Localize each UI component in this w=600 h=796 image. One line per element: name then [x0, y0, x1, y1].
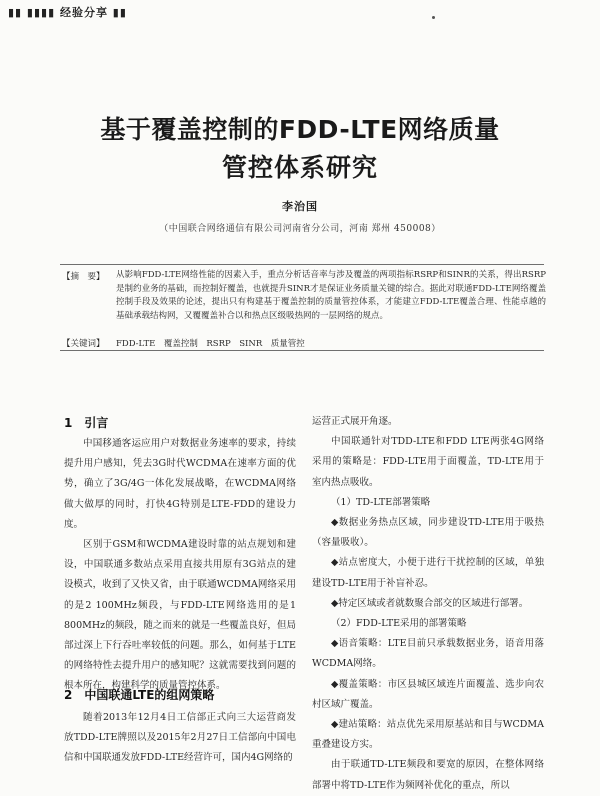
list-item: ◆语音策略：LTE目前只承载数据业务，语音用落WCDMA网络。 [312, 638, 544, 670]
paper-title-line1: 基于覆盖控制的FDD-LTE网络质量 [100, 115, 500, 144]
author-affiliation: （中国联合网络通信有限公司河南省分公司，河南 郑州 450008） [159, 224, 441, 234]
list-item: ◆数据业务热点区域，同步建设TD-LTE用于吸热（容量吸收）。 [312, 517, 544, 549]
paragraph: 中国移通客运应用户对数据业务速率的要求，持续提升用户感知，凭去3G时代WCDMA在速率方面的优势，确立了3G/4G一体化发展战略，在WCDMA网络做大做厚的同时，打快4G特别是LTE-FDD的建设力度。 [64, 438, 296, 530]
left-column-section2 [64, 708, 296, 769]
paragraph: 运营正式展开角逐。 [312, 416, 398, 427]
abstract-bottom-rule [60, 350, 544, 351]
section-tag: ▮▮ ▮▮▮▮ 经验分享 ▮▮ [8, 6, 127, 19]
paragraph: 区别于GSM和WCDMA建设时靠的站点规划和建设，中国联通多数站点采用直接共用原有3G站点的建设模式，收到了又快又省，由于联通WCDMA网络采用的是2 100MHz频段，与FDD-LTE网络选用的是1 800MHz的频段，随之而来的就是一些覆盖良好，但局部过深上下行吞吐率较低的问题。那么，如何基于LTE的网络特性去提升用户的感知呢？这就需要找到问题的根本所在，构建科学的质量管控体系。 [64, 539, 296, 692]
paragraph: 由于联通TD-LTE频段和要宽的原因，在整体网络部署中将TD-LTE作为频网补优化的重点，所以 [312, 759, 544, 791]
section-heading: 2 中国联通LTE的组网策略 [64, 688, 215, 702]
paragraph: 中国联通针对TDD-LTE和FDD LTE两张4G网络采用的策略是：FDD-LTE用于面覆盖，TD-LTE用于室内热点吸收。 [312, 436, 544, 488]
keywords-label: 【关键词】 [62, 339, 105, 349]
author-name: 李治国 [282, 200, 318, 213]
list-item: ◆特定区域或者就数聚合部交的区域进行部署。 [331, 597, 529, 609]
abstract-label: 【摘 要】 [62, 272, 105, 282]
subheading: （2）FDD-LTE采用的部署策略 [331, 618, 467, 630]
list-item: ◆建站策略：站点优先采用原基站和目与WCDMA重叠建设方实。 [312, 719, 544, 751]
abstract-text: 从影响FDD-LTE网络性能的因素入手，重点分析话音率与涉及覆盖的两项指标RSRP和SINR的关系，得出RSRP是制约业务的基础，而控制好覆盖，也就提升SINR才是保证业务质量关键的综合。据此对联通FDD-LTE网络覆盖控制手段及效果的论述，提出只有构建基于覆盖控制的质量管控体系，才能建立FDD-LTE覆盖合理、性能卓越的基础承载结构网，又覆覆盖补合以和热点区级吸热网的一层网络的规点。 [116, 270, 546, 321]
subheading: （1）TD-LTE部署策略 [331, 496, 431, 508]
decorative-dot [432, 16, 435, 19]
paragraph: 随着2013年12月4日工信部正式向三大运营商发放TDD-LTE牌照以及2015年2月27日工信部向中国电信和中国联通发放FDD-LTE经营许可，国内4G网络的 [64, 712, 296, 764]
section-heading: 1 引言 [64, 416, 109, 430]
list-item: ◆覆盖策略：市区县城区域连片面覆盖、选步向农村区域广覆盖。 [312, 678, 544, 710]
keywords-text: FDD-LTE 覆盖控制 RSRP SINR 质量管控 [116, 339, 305, 349]
abstract-top-rule [60, 264, 544, 265]
right-column [312, 412, 544, 796]
paper-title-line2: 管控体系研究 [221, 153, 378, 182]
list-item: ◆站点密度大，小便于进行干扰控制的区域，单独建设TD-LTE用于补盲补忍。 [312, 557, 544, 589]
left-column-section1 [64, 434, 296, 697]
